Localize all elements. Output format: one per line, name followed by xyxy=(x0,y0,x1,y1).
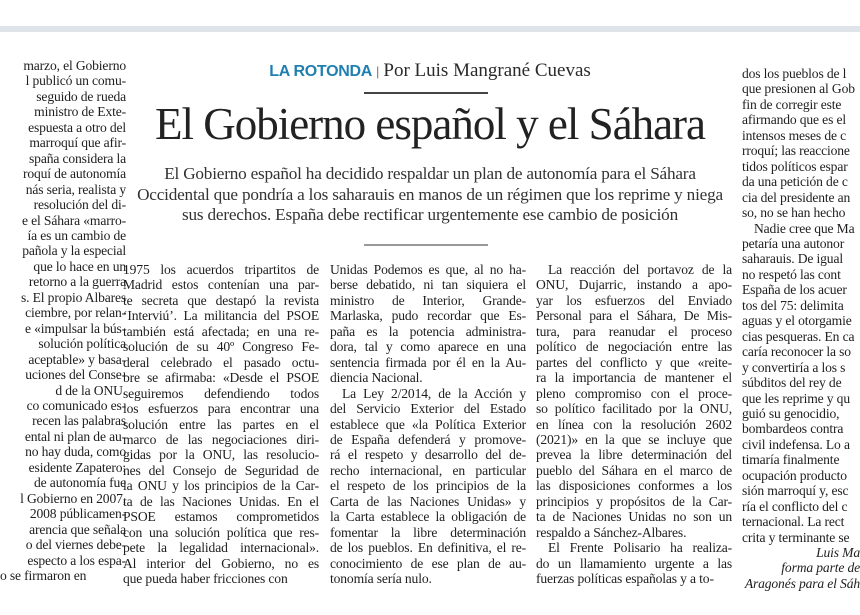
text-line: pañola y la especial xyxy=(22,243,126,259)
text-line: esidente Zapatero: xyxy=(28,459,126,475)
text-line: diencia Nacional. xyxy=(330,370,423,386)
text-line: l publicó un comu- xyxy=(25,73,126,89)
text-line: fomentar la libre determinación xyxy=(330,524,526,540)
text-line: ciembre, por relan- xyxy=(25,305,126,321)
text-line: ‘Interviú’. La militancia del PSOE xyxy=(123,308,319,324)
column-1 xyxy=(123,262,319,587)
text-line: bre se afirmaba: «Desde el PSOE xyxy=(123,370,319,386)
text-line: en línea con la resolución 2602 xyxy=(536,416,732,432)
text-line: Al interior del Gobierno, no es xyxy=(123,555,319,571)
byline: Por Luis Mangrané Cuevas xyxy=(383,60,591,81)
text-line: roquí de autonomía xyxy=(22,166,126,182)
text-line: spaña considera la xyxy=(29,150,126,166)
text-line: respaldo a Sánchez-Albares. xyxy=(536,524,687,540)
text-line: ministro de Exte- xyxy=(34,104,126,120)
text-line: ternacional. La rect xyxy=(742,514,845,530)
text-line: ta de las Naciones Unidas. En el xyxy=(123,493,319,509)
text-line: saharauis. De igual xyxy=(742,251,843,267)
text-line: de España defenderá y promove- xyxy=(330,431,526,447)
text-line: ta de Naciones Unidas no son un xyxy=(536,509,732,525)
text-line: dos los pueblos de l xyxy=(742,66,847,81)
text-line: bombardeos contra xyxy=(742,421,844,437)
text-line: aceptable» y basa- xyxy=(28,351,126,367)
text-line: especto a los espa- xyxy=(27,552,126,568)
text-line: ONU, Dujarric, instando a apo- xyxy=(536,277,732,293)
author-signature xyxy=(742,545,860,591)
text-line: político de negociación entre las xyxy=(536,339,732,355)
text-line: de autonomía fue xyxy=(34,475,126,491)
text-line: conocimiento de ese plan de au- xyxy=(330,555,526,571)
text-line: de los pueblos. En definitiva, el re- xyxy=(330,540,526,556)
column-right-partial xyxy=(742,66,860,545)
text-line: que presionen al Gob xyxy=(742,81,855,97)
text-line: el respeto de los principios de la xyxy=(330,478,526,494)
text-line: crita y terminante se xyxy=(742,529,850,545)
text-line: prevea la libre determinación del xyxy=(536,447,732,463)
text-line: ría el conflicto del c xyxy=(742,498,848,514)
text-line: La reacción del portavoz de la xyxy=(548,262,732,277)
text-line: tos del 75: delimita xyxy=(742,297,844,313)
text-line: las disposiciones conformes a los xyxy=(536,478,732,494)
signature-line: forma parte de xyxy=(781,560,860,576)
text-line: marzo, el Gobierno xyxy=(23,58,126,73)
text-line: paña es la potencia administra- xyxy=(330,323,526,339)
column-3 xyxy=(536,262,732,587)
headline: El Gobierno español y el Sáhara xyxy=(154,99,706,149)
text-line: España de los acuer xyxy=(742,282,847,298)
text-line: (2021)» en la que se incluye que xyxy=(536,431,732,447)
text-line: del Servicio Exterior del Estado xyxy=(330,401,526,417)
text-line: so, no se han hecho xyxy=(742,205,846,221)
text-line: La Ley 2/2014, de la Acción y xyxy=(342,385,526,401)
headline-top-rule xyxy=(364,92,488,94)
text-line: solución de su 40º Congreso Fe- xyxy=(123,339,319,355)
text-line: que les reprime y qu xyxy=(742,390,850,406)
text-line: caría reconocer la so xyxy=(742,344,851,360)
text-line: afirmando que es el xyxy=(742,112,846,128)
text-line: PSOE estamos comprometidos xyxy=(123,509,319,525)
signature-line: Luis Ma xyxy=(816,545,860,560)
text-line: aguas y el otorgamie xyxy=(742,313,852,329)
text-line: principios y propósitos de la Car- xyxy=(536,493,732,509)
text-line: l Gobierno en 2007, xyxy=(20,490,126,506)
text-line: ministro de Interior, Grande- xyxy=(330,292,526,308)
text-line: ía es un cambio de xyxy=(27,227,126,243)
page-top-margin xyxy=(0,0,860,26)
column-left-partial xyxy=(0,58,126,583)
text-line: partes del conflicto y que «reite- xyxy=(536,354,732,370)
text-line: Carta de las Naciones Unidas» y xyxy=(330,493,526,509)
text-line: establece que «la Política Exterior xyxy=(330,416,526,432)
text-line: retorno a la guerra xyxy=(28,274,126,290)
text-line: uciones del Conse- xyxy=(25,367,126,383)
text-line: ental ni plan de au- xyxy=(24,428,126,444)
text-line: rroquí; las reaccione xyxy=(742,143,850,159)
text-line: Marlaska, pudo recordar que Es- xyxy=(330,308,526,324)
text-line: seguiremos defendiendo todos xyxy=(123,385,319,401)
page-top-rule xyxy=(0,26,860,32)
text-line: solución política xyxy=(38,336,126,352)
text-line: no respetó las cont xyxy=(742,266,841,282)
text-line: arencia que señala xyxy=(29,521,126,537)
text-line: do un llamamiento urgente a las xyxy=(536,555,732,571)
column-2 xyxy=(330,262,526,587)
text-line: tidos políticos espar xyxy=(742,158,848,174)
text-line: espuesta a otro del xyxy=(28,119,126,135)
text-line: cias pesqueras. En ca xyxy=(742,328,855,344)
text-line: también está afectada; en una re- xyxy=(123,323,319,339)
text-line: pleno compromiso con el proce- xyxy=(536,385,732,401)
text-line: fin de corregir este xyxy=(742,96,842,112)
text-line: co comunicado es- xyxy=(26,397,126,413)
text-line: ocupación producto xyxy=(742,467,847,483)
deck-summary: El Gobierno español ha decidido respaldar un plan de autonomía para el Sáhara Occidental que pondría a los saharauis en manos de un régimen que los reprime y niega sus derechos. España debe rectificar urgentemente ese cambio de posición xyxy=(137,164,723,225)
text-line: la ONU y los principios de la Car- xyxy=(123,478,319,494)
text-line: Nadie cree que Ma xyxy=(754,220,855,236)
text-line: petaría una autonor xyxy=(742,235,845,251)
text-line: s. El propio Albares xyxy=(21,289,126,305)
text-line: y convertiría a los s xyxy=(742,359,846,375)
text-line: Unidas Podemos es que, al no ha- xyxy=(330,262,526,277)
text-line: berse debatido, ni tan siquiera el xyxy=(330,277,526,293)
kicker-separator: | xyxy=(376,64,380,79)
text-line: seguido de rueda xyxy=(36,88,126,104)
text-line: gidas por la ONU, las resolucio- xyxy=(123,447,319,463)
text-line: marco de las negociaciones diri- xyxy=(123,431,319,447)
deck-bottom-rule xyxy=(364,244,488,246)
text-line: resolución del di- xyxy=(33,197,126,213)
text-line: guió su genocidio, xyxy=(742,405,840,421)
kicker xyxy=(0,60,860,83)
text-line: rá el respeto y desarrollo del de- xyxy=(330,447,526,463)
text-line: so político facilitado por la ONU, xyxy=(536,401,732,417)
text-line: o se firmaron en xyxy=(0,567,87,583)
text-line: intensos meses de c xyxy=(742,127,846,143)
text-line: nás seria, realista y xyxy=(25,181,126,197)
text-line: nes del Consejo de Seguridad de xyxy=(123,462,319,478)
text-line: deral celebrado el pasado octu- xyxy=(123,354,319,370)
text-line: yar los esfuerzos del Enviado xyxy=(536,292,732,308)
text-line: con una solución política que res- xyxy=(123,524,319,540)
text-line: o del viernes debe- xyxy=(25,537,126,553)
text-line: que pueda haber fricciones con xyxy=(123,571,288,587)
text-line: no hay duda, como xyxy=(25,444,126,460)
section-label: LA ROTONDA xyxy=(269,63,372,80)
text-line: cia del presidente an xyxy=(742,189,851,205)
text-line: tonomía sería nulo. xyxy=(330,571,432,587)
text-line: marroquí que afir- xyxy=(29,135,126,151)
text-line: súbditos del rey de xyxy=(742,375,842,391)
text-line: fuerzas políticas españolas y a to- xyxy=(536,571,714,587)
text-line: la Carta establece la obligación de xyxy=(330,509,526,525)
text-line: sentencia firmada por él en la Au- xyxy=(330,354,526,370)
text-line: dora, tal y como aparece en una xyxy=(330,339,526,355)
text-line: 1975 los acuerdos tripartitos de xyxy=(123,262,319,277)
text-line: sión marroquí y, esc xyxy=(742,483,849,499)
text-line: e el Sáhara «marro- xyxy=(22,212,126,228)
text-line: solución entre las partes en el xyxy=(123,416,319,432)
text-line: Madrid estos contenían una par- xyxy=(123,277,319,293)
text-line: recen las palabras xyxy=(32,413,126,429)
text-line: El Frente Polisario ha realiza- xyxy=(548,540,732,556)
signature-line: Aragonés para el Sáh xyxy=(744,575,860,591)
text-line: ra la importancia de mantener el xyxy=(536,370,732,386)
text-line: pueblo del Sáhara en el marco de xyxy=(536,462,732,478)
text-line: que lo hace en un xyxy=(33,258,126,274)
text-line: pete la legalidad internacional». xyxy=(123,540,319,556)
text-line: e «impulsar la bús- xyxy=(25,320,126,336)
text-line: timaría finalmente xyxy=(742,452,840,468)
text-line: 2008 públicamen- xyxy=(29,506,126,522)
text-line: da una petición de c xyxy=(742,174,848,190)
text-line: recho internacional, en particular xyxy=(330,462,526,478)
text-line: Personal para el Sáhara, De Mis- xyxy=(536,308,732,324)
text-line: te secreta que destapó la revista xyxy=(123,292,319,308)
text-line: civil indefensa. Lo a xyxy=(742,436,850,452)
text-line: tura, para reanudar el proceso xyxy=(536,323,732,339)
text-line: los esfuerzos para encontrar una xyxy=(123,401,319,417)
text-line: d de la ONU. xyxy=(55,382,126,398)
